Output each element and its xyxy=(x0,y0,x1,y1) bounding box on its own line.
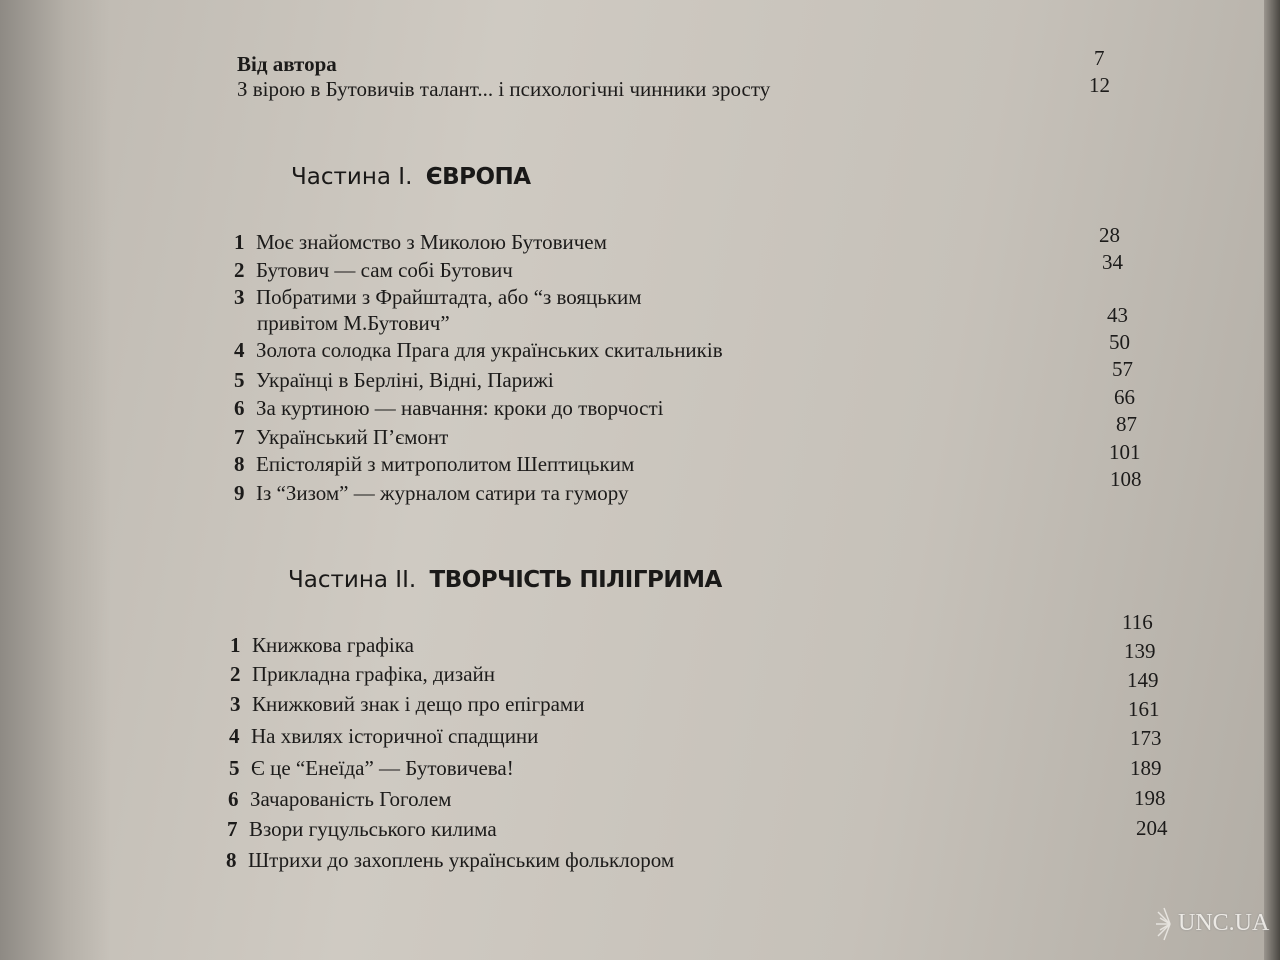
toc-entry-author-foreword: Від автора xyxy=(237,52,337,76)
part-label: Частина I. xyxy=(291,164,413,190)
toc-page-number: 198 xyxy=(1134,786,1166,810)
toc-entry: 3 Побратими з Фрайштадта, або “з вояцьким xyxy=(234,285,642,309)
toc-page-number: 43 xyxy=(1107,303,1128,327)
toc-page-number: 173 xyxy=(1130,726,1162,750)
toc-page-number: 7 xyxy=(1094,46,1105,70)
toc-entry: 7 Український П’ємонт xyxy=(234,425,449,449)
toc-entry-continuation: привітом М.Бутович” xyxy=(257,311,450,335)
toc-entry: 1 Книжкова графіка xyxy=(230,633,414,657)
part-title: ЄВРОПА xyxy=(425,164,531,190)
watermark-text: UNC.UA xyxy=(1178,910,1270,936)
toc-entry: 2 Прикладна графіка, дизайн xyxy=(230,662,495,686)
part-heading-2 xyxy=(288,567,722,593)
toc-page-number: 50 xyxy=(1109,330,1130,354)
toc-entry: 6 За куртиною — навчання: кроки до творчості xyxy=(234,396,664,420)
toc-entry: 7 Взори гуцульського килима xyxy=(227,817,497,841)
page-edge xyxy=(1264,0,1280,960)
toc-entry-intro: З вірою в Бутовичів талант... і психологічні чинники зросту xyxy=(237,77,771,101)
part-heading-1 xyxy=(291,164,531,190)
toc-page-number: 87 xyxy=(1116,412,1137,436)
toc-page-number: 139 xyxy=(1124,639,1156,663)
toc-page-number: 116 xyxy=(1122,610,1153,634)
toc-entry: 5 Українці в Берліні, Відні, Парижі xyxy=(234,368,554,392)
toc-entry: 8 Штрихи до захоплень українським фольклором xyxy=(226,848,675,872)
toc-page-number: 161 xyxy=(1128,697,1160,721)
toc-page-number: 57 xyxy=(1112,357,1133,381)
toc-entry: 2 Бутович — сам собі Бутович xyxy=(234,258,513,282)
toc-entry: 8 Епістолярій з митрополитом Шептицьким xyxy=(234,452,635,476)
watermark-burst-icon xyxy=(1156,904,1180,944)
book-gutter xyxy=(0,0,110,960)
toc-entry: 4 На хвилях історичної спадщини xyxy=(229,724,539,748)
part-title: ТВОРЧІСТЬ ПІЛІГРИМА xyxy=(429,567,722,593)
toc-page-number: 34 xyxy=(1102,250,1123,274)
toc-page-number: 66 xyxy=(1114,385,1135,409)
toc-entry: 5 Є це “Енеїда” — Бутовичева! xyxy=(229,756,514,780)
toc-page-number: 149 xyxy=(1127,668,1159,692)
toc-page-number: 204 xyxy=(1136,816,1168,840)
toc-page-number: 28 xyxy=(1099,223,1120,247)
toc-page-number: 101 xyxy=(1109,440,1141,464)
toc-entry: 3 Книжковий знак і дещо про епіграми xyxy=(230,692,585,716)
toc-entry: 4 Золота солодка Прага для українських скитальників xyxy=(234,338,723,362)
toc-entry: 9 Із “Зизом” — журналом сатири та гумору xyxy=(234,481,629,505)
watermark xyxy=(1156,904,1270,948)
toc-page-number: 108 xyxy=(1110,467,1142,491)
toc-page-number: 189 xyxy=(1130,756,1162,780)
toc-page-number: 12 xyxy=(1089,73,1110,97)
toc-entry: 1 Моє знайомство з Миколою Бутовичем xyxy=(234,230,607,254)
part-label: Частина II. xyxy=(288,567,417,593)
toc-entry: 6 Зачарованість Гоголем xyxy=(228,787,452,811)
